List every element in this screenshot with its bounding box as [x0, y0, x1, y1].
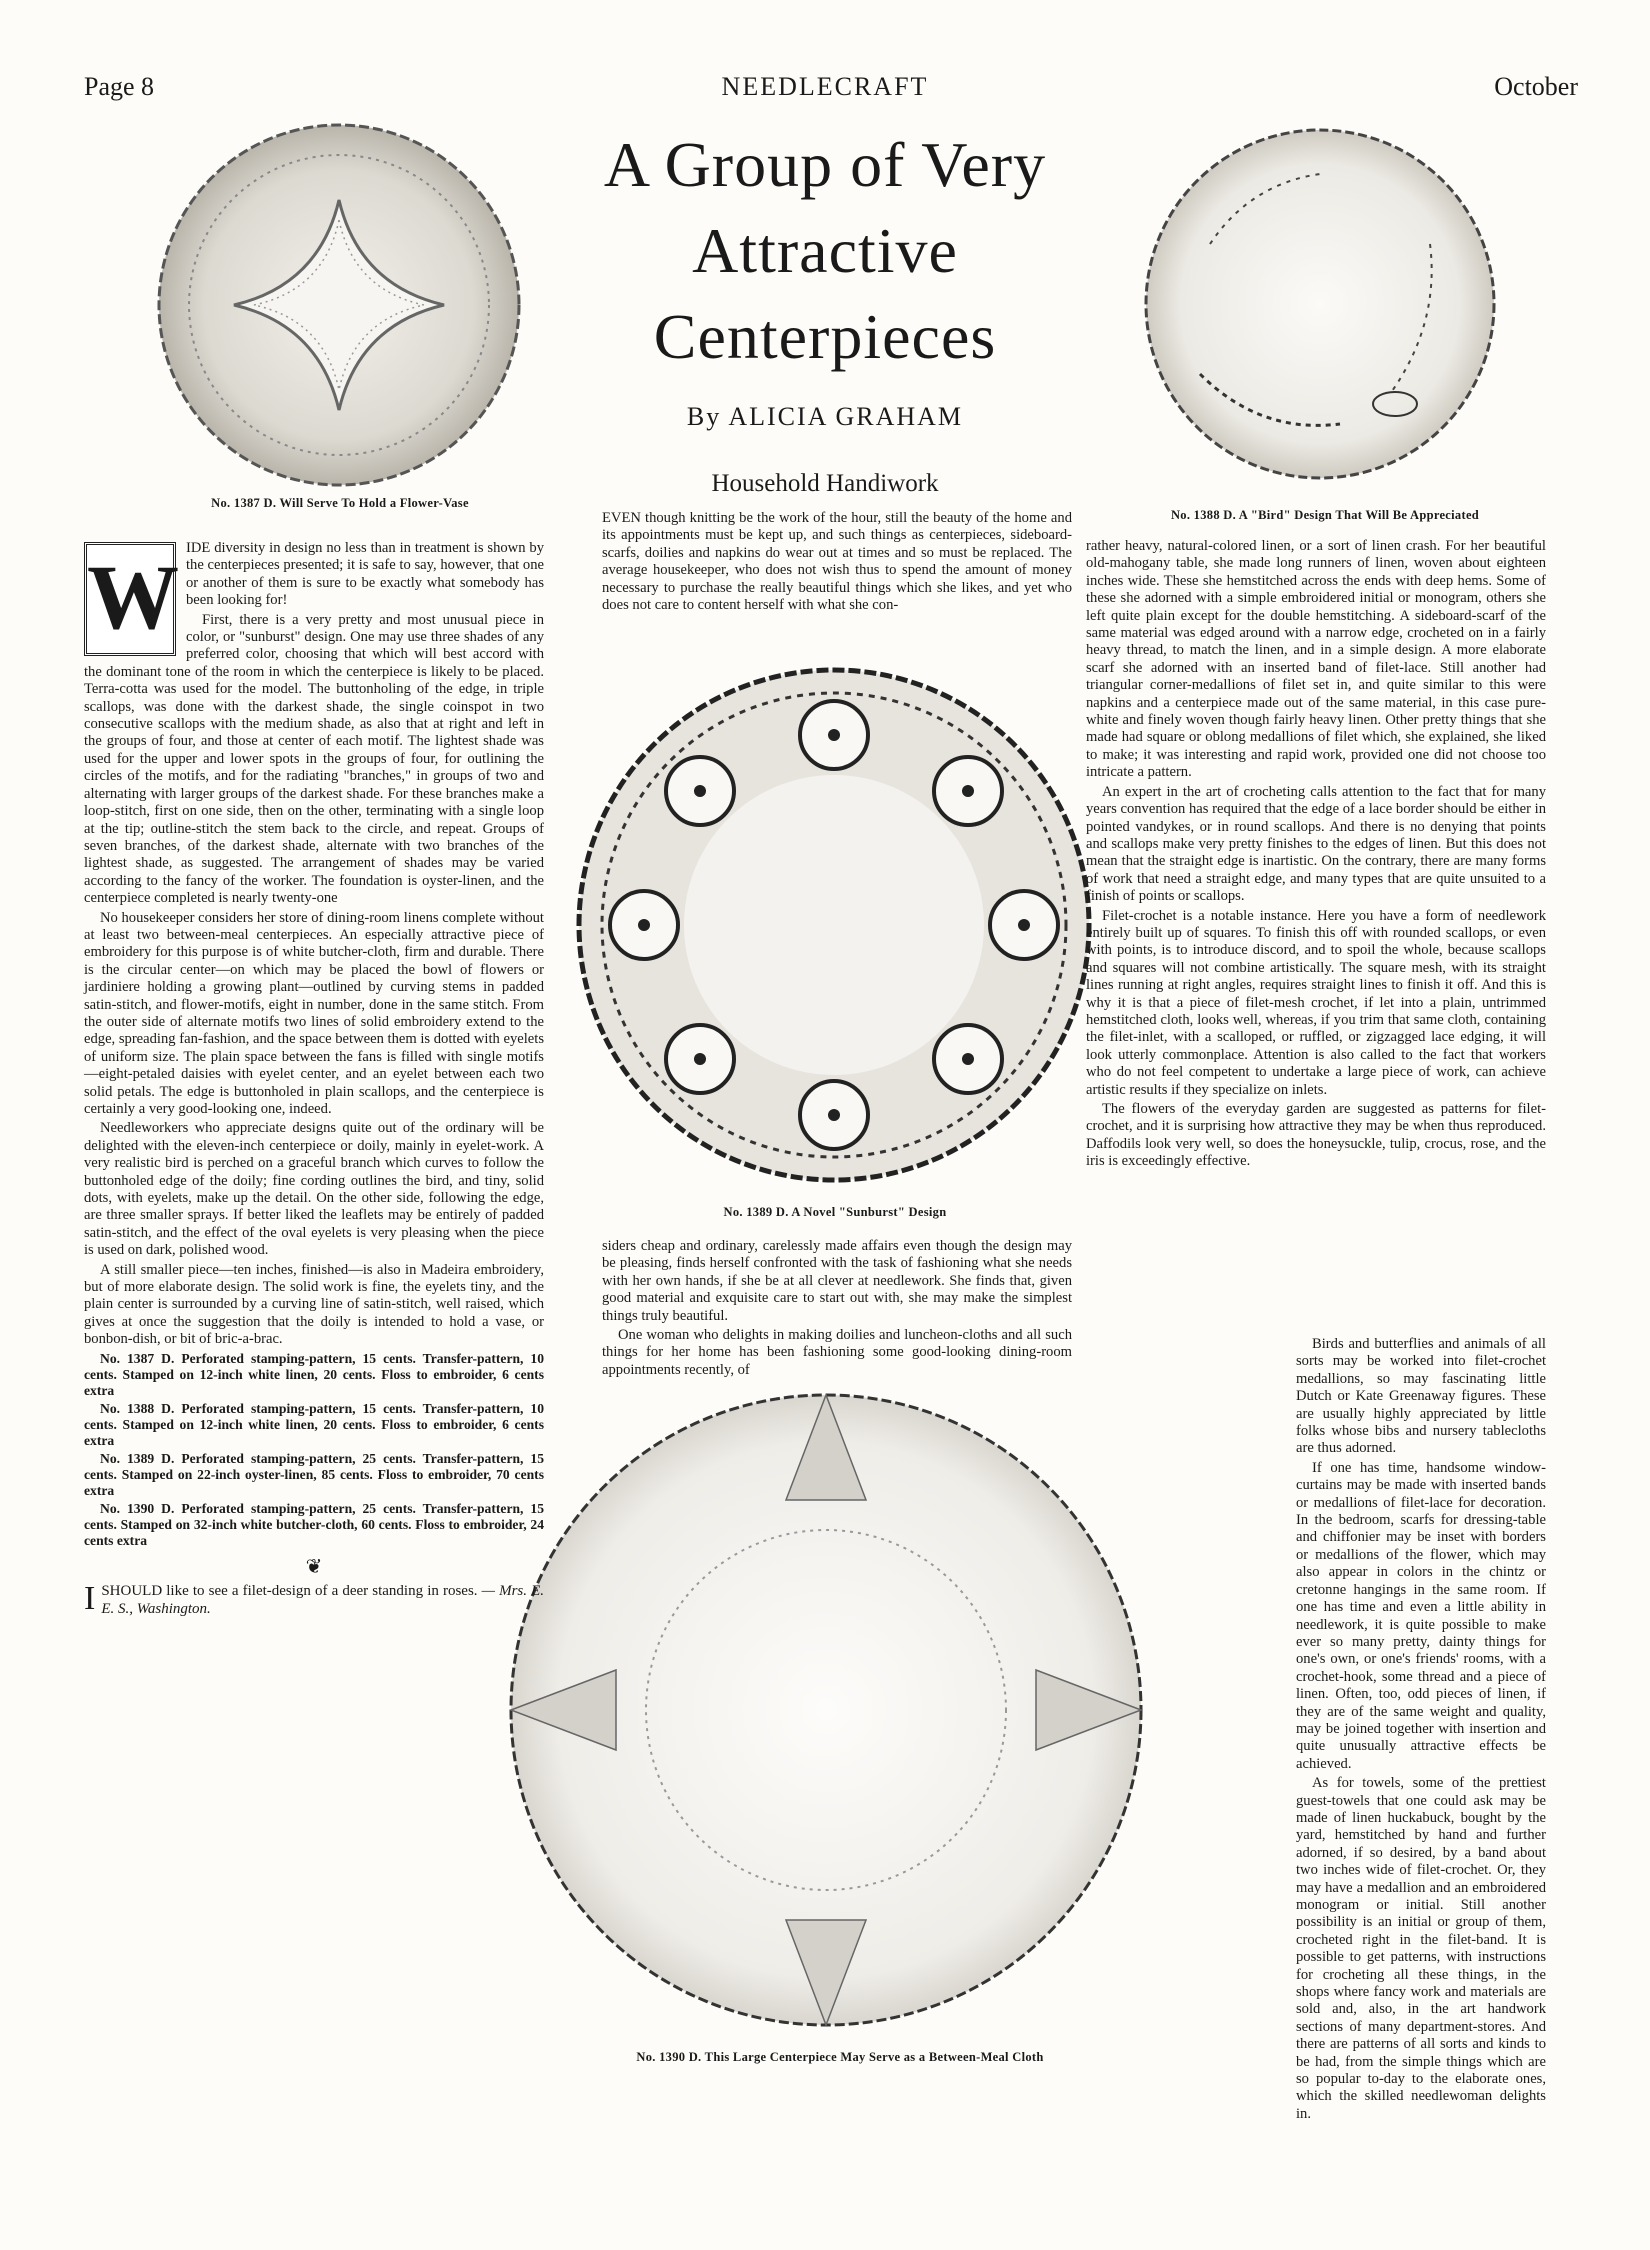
- doily-1387-image: [154, 120, 524, 490]
- col3-paragraph-2: An expert in the art of crocheting calls attention to the fact that for many years convention has required that the edge of a lace border should be either in pointed vandykes, or in round scallops. And there is no denying that points and scallops make very pretty finishes to the edges of linen. But this does not mean that the straight edge is inartistic. On the contrary, there are many forms of work that need a straight edge, and many types that are quite unsuited to a finish of points or scallops.: [1086, 783, 1546, 905]
- col3-paragraph-4: The flowers of the everyday garden are suggested as patterns for filet-crochet, and it is surprising how attractive they may be when thus reproduced. Daffodils look very well, so does the honeysuckle, tulip, crocus, rose, and the iris is exceedingly effective.: [1086, 1101, 1546, 1170]
- request-signature: — Mrs. E. E. S., Washington.: [101, 1583, 545, 1618]
- page-number: Page 8: [84, 72, 155, 101]
- column-2-bottom: [602, 1238, 1072, 1381]
- col3-paragraph-7: As for towels, some of the prettiest guest-towels that one could ask may be made of linen huckabuck, bought by the yard, hemstitched by hand and further adorned, if so desired, by a band about two inches wide of filet-crochet. Or, they may have a medallion and an embroidered monogram or initial. Still another possibility is an initial or group of them, crocheted right in the filet-band. It is possible to get patterns, with instructions for crocheting all these things, in the shops where fancy work and materials are sold and, also, in the art handwork sections of many department-stores. And there are patterns of all sorts and kinds to be had, from the simple things which are so popular to-day to the elaborate ones, which the skilled needlewoman delights in.: [1296, 1775, 1546, 2122]
- col3-paragraph-3: Filet-crochet is a notable instance. Here you have a form of needlework entirely built up of squares. To finish this off with rounded scallops, or even with points, is to introduce discord, and to spoil the whole, because scallops and squares will not combine artistically. The square mesh, with its straight lines running at right angles, requires straight lines to finish it off. And this is why it is that a piece of filet-mesh crochet, if let into a plain, untrimmed hemstitched cloth, looks well, whereas, if you trim that same cloth, containing the filet-inlet, with a scalloped, or ruffled, or zigzagged lace edging, it will look utterly commonplace. Attention is also called to the fact that workers who do not feel competent to undertake a large piece of work, can achieve artistic results if they specialize on inlets.: [1086, 907, 1546, 1098]
- col1-paragraph-5: A still smaller piece—ten inches, finished—is also in Madeira embroidery, but of more elaborate design. The solid work is fine, the eyelets tiny, and the plain center is surrounded by a curving line of satin-stitch, well raised, which gives at once the suggestion that the doily is intended to hold a vase, or bonbon-dish, or bit of bric-a-brac.: [84, 1261, 544, 1348]
- title-line-3: Centerpieces: [653, 301, 997, 372]
- column-3: [1086, 538, 1546, 1173]
- title-line-1: A Group of Very: [603, 129, 1047, 200]
- col2-paragraph-2: siders cheap and ordinary, carelessly made affairs even though the design may be pleasing, finds herself confronted with the task of fashioning what she needs with her own hands, if she be at all clever at needlework. She finds that, given good material and exquisite care to start out with, she may make the simplest things truly beautiful.: [602, 1238, 1072, 1324]
- order-1390: No. 1390 D. Perforated stamping-pattern, 25 cents. Transfer-pattern, 15 cents. Stamped on 32-inch white butcher-cloth, 60 cents. Floss to embroider, 24 cents extra: [84, 1500, 544, 1548]
- col1-paragraph-1: IDE diversity in design no less than in treatment is shown by the centerpieces presented; it is safe to say, however, that one or another of them is sure to be exactly what somebody has been looking for!: [186, 540, 544, 609]
- col2-paragraph-1: EVEN though knitting be the work of the hour, still the beauty of the home and its appointments must be kept up, and such things as centerpieces, sideboard-scarfs, doilies and napkins do wear out at times and so must be replaced. The average housekeeper, who does not wish thus to spend the amount of money necessary to purchase the really beautiful things which she likes, and yet who does not care to content herself with what she con-: [602, 510, 1072, 614]
- request-initial: I: [84, 1580, 96, 1618]
- caption-1388: No. 1388 D. A "Bird" Design That Will Be Appreciated: [1170, 508, 1480, 522]
- col3-paragraph-5: Birds and butterflies and animals of all sorts may be worked into filet-crochet medallions, so may fascinating little Dutch or Kate Greenaway figures. These are usually highly appreciated by little folks whose bibs and nursery tablecloths are thus adorned.: [1296, 1336, 1546, 1457]
- title-line-2: Attractive: [692, 215, 958, 286]
- doily-1388-image: [1140, 124, 1500, 484]
- fleuron-ornament: ❦: [305, 1555, 323, 1578]
- caption-1390: No. 1390 D. This Large Centerpiece May Serve as a Between-Meal Cloth: [636, 2050, 1044, 2064]
- caption-1389: No. 1389 D. A Novel "Sunburst" Design: [723, 1205, 947, 1219]
- col2-paragraph-3: One woman who delights in making doilies and luncheon-cloths and all such things for her home has been fashioning some good-looking dining-room appointments recently, of: [602, 1327, 1072, 1378]
- column-3-narrow: [1296, 1336, 1546, 2125]
- order-1389: No. 1389 D. Perforated stamping-pattern, 25 cents. Transfer-pattern, 15 cents. Stamped on 22-inch oyster-linen, 85 cents. Floss to embroider, 70 cents extra: [84, 1450, 544, 1498]
- issue-month: October: [1494, 72, 1578, 101]
- section-heading: Household Handiwork: [711, 470, 939, 497]
- col1-paragraph-4: Needleworkers who appreciate designs quite out of the ordinary will be delighted with the eleven-inch centerpiece or doily, mainly in eyelet-work. A very realistic bird is perched on a graceful branch which curves to follow the buttonholed edge of the doily; fine cording outlines the bird, and tiny, solid dots, with eyelets, make up the detail. On the other side, following the edge, are three smaller sprays. If better liked the leaflets may be entirely of padded satin-stitch, and the effect of the oval eyelets is very pleasing when the piece is used on dark, polished wood.: [84, 1120, 544, 1259]
- byline: By ALICIA GRAHAM: [686, 402, 964, 431]
- request-text: SHOULD like to see a filet-design of a deer standing in roses.: [101, 1583, 478, 1600]
- col1-paragraph-3: No housekeeper considers her store of dining-room linens complete without at least two between-meal centerpieces. An especially attractive piece of embroidery for this purpose is of white butcher-cloth, firm and durable. There is the circular center—on which may be placed the bowl of flowers or jardiniere holding a growing plant—outlined by curving stems in padded satin-stitch, and flower-motifs, eight in number, done in the same stitch. From the outer side of alternate motifs two lines of solid embroidery extend to the edge, spreading fan-fashion, and the space between them is dotted with eyelets of uniform size. The plain space between the fans is filled with single motifs—eight-petaled daisies with eyelet center, and an eyelet between each two solid petals. The edge is buttonholed in plain scallops, and the centerpiece is certainly a very good-looking one, indeed.: [84, 909, 544, 1117]
- col3-paragraph-1: rather heavy, natural-colored linen, or a sort of linen crash. For her beautiful old-mahogany table, she made long runners of linen, woven about eighteen inches wide. These she hemstitched across the ends with deep hems. Some of these she adorned with a simple embroidered initial or monogram, others she left quite plain except for the double hemstitching. A sideboard-scarf of the same material was edged around with a narrow edge, crocheted on in a fairly heavy thread, to match the linen, and in a simple design. A more elaborate scarf she adorned with an inserted band of filet-lace. Still another had triangular corner-medallions of filet set in, and quite similar to this were napkins and a centerpiece made out of the same material, in this case pure-white and finely woven though fairly heavy linen. Other pretty things that she made had square or oblong medallions of filet which, she explained, she liked to make; it was interesting and rapid work, provided one did not choose too intricate a pattern.: [1086, 538, 1546, 781]
- order-1387: No. 1387 D. Perforated stamping-pattern, 15 cents. Transfer-pattern, 10 cents. Stamped on 12-inch white linen, 20 cents. Floss to embroider, 6 cents extra: [84, 1350, 544, 1398]
- column-1: [84, 540, 544, 1618]
- doily-1390-image: [506, 1390, 1146, 2030]
- drop-cap: W: [84, 542, 176, 656]
- col3-paragraph-6: If one has time, handsome window-curtains may be made with inserted bands or medallions of filet-lace for decoration. In the bedroom, scarfs for dressing-table and chiffonier may be inset with borders or medallions of the flower, which may also appear in colors in the chintz or cretonne hangings in the same room. If one has time and even a little ability in needlework, it is quite possible to make ever so many pretty, dainty things for one's own, or one's friends' rooms, with a crochet-hook, some thread and a piece of linen. Often, too, odd pieces of linen, if they are of the same weight and quality, may be joined together with insertion and quite unusually attractive effects be achieved.: [1296, 1459, 1546, 1772]
- col1-paragraph-2: First, there is a very pretty and most unusual piece in color, or "sunburst" design. One may use three shades of any preferred color, choosing that which will best accord with the dominant tone of the room in which the centerpiece is likely to be placed. Terra-cotta was used for the model. The buttonholing of the edge, in triple scallops, was done with the darkest shade, the single coinspot in two consecutive scallops with the medium shade, as also that at right and left in the groups of four, and those at center of each motif. The lightest shade was used for the upper and lower spots in the groups of four, for outlining the circles of the motifs, and for the radiating "branches," in groups of two and alternating with larger groups of the darkest shade. For these branches make a loop-stitch, first on one side, then on the other, terminating with a single loop at the tip; outline-stitch the stem back to the circle, and repeat. Groups of seven branches, of the darkest shade, alternate with two branches of the lightest shade, as suggested. The arrangement of shades may be varied according to the fancy of the worker. The foundation is oyster-linen, and the centerpiece completed is nearly twenty-one: [84, 611, 544, 907]
- reader-request: [84, 1582, 544, 1618]
- magazine-name: NEEDLECRAFT: [721, 72, 929, 101]
- caption-1387: No. 1387 D. Will Serve To Hold a Flower-Vase: [211, 496, 469, 510]
- order-1388: No. 1388 D. Perforated stamping-pattern, 15 cents. Transfer-pattern, 10 cents. Stamped on 12-inch white linen, 20 cents. Floss to embroider, 6 cents extra: [84, 1400, 544, 1448]
- doily-1389-image: [574, 665, 1094, 1185]
- article-title: [540, 122, 1110, 380]
- column-2-top: [602, 510, 1072, 616]
